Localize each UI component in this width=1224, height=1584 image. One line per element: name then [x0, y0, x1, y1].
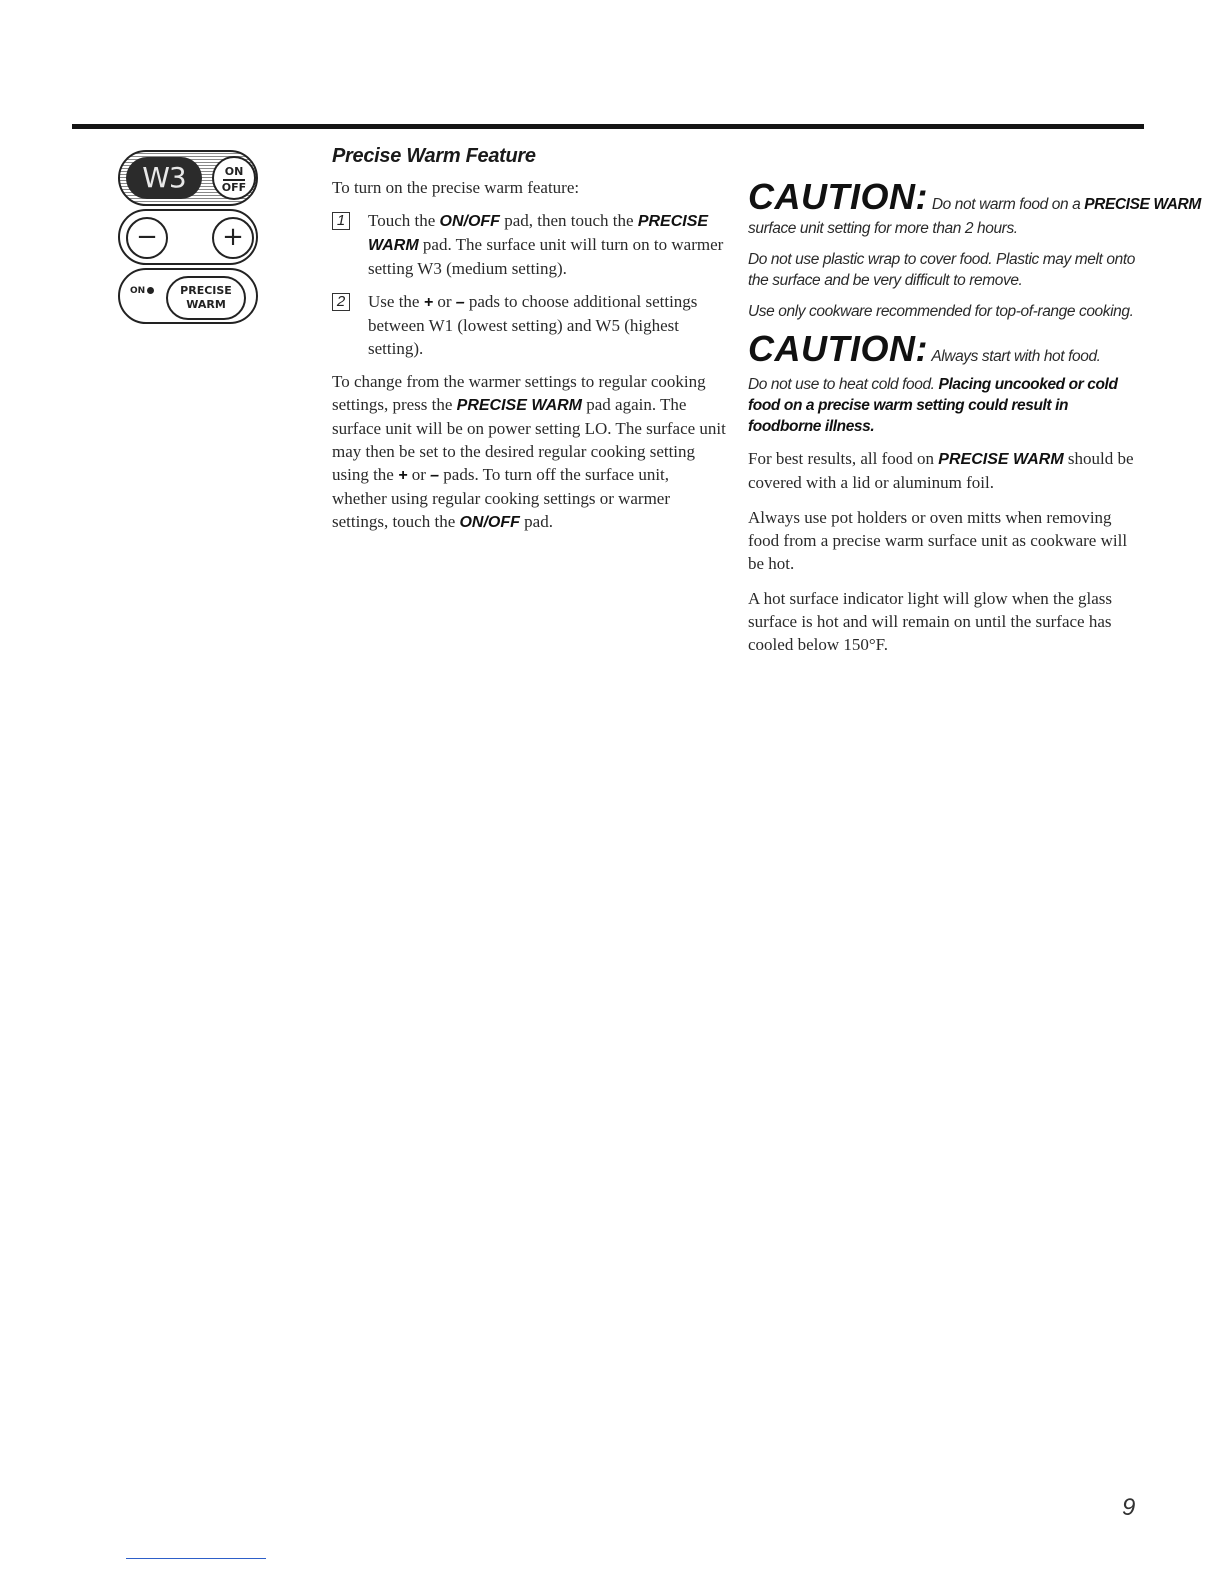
caution-2-word: CAUTION:	[748, 328, 928, 369]
control-panel-illustration	[118, 150, 260, 328]
caution-1-note-plastic: Do not use plastic wrap to cover food. Plastic may melt onto the surface and be very difficult to remove.	[748, 251, 1135, 289]
caution-1-rest: surface unit setting for more than 2 hours.	[748, 220, 1018, 237]
caution-1	[748, 176, 1201, 322]
page-number: 9	[1122, 1494, 1136, 1521]
top-rule	[72, 124, 1144, 129]
caution-1-note-cookware: Use only cookware recommended for top-of-range cooking.	[748, 303, 1134, 320]
hot-surface-indicator-text: A hot surface indicator light will glow when the glass surface is hot and will remain on until the surface has cooled below 150°F.	[748, 589, 1113, 654]
change-settings-text	[332, 370, 727, 534]
precise-warm-pad	[166, 276, 246, 320]
change-keyword-precise: PRECISE WARM	[456, 397, 582, 414]
step-number-2: 2	[332, 293, 350, 311]
change-text-b: pad again. The surface unit will be on power setting LO. The surface unit may then be set to the desired regular cooking setting using the	[332, 395, 726, 484]
change-text-a: To change from the warmer settings to regular cooking settings, press the	[332, 372, 706, 414]
indicator-dot-icon	[147, 287, 154, 294]
minus-pad: −	[126, 217, 168, 259]
change-text-e: pad.	[519, 512, 553, 531]
best-text-a: For best results, all food on	[748, 449, 939, 468]
pot-holders-text: Always use pot holders or oven mitts when removing food from a precise warm surface unit as cookware will be hot.	[748, 508, 1128, 573]
on-off-top-label: ON	[224, 165, 244, 178]
caution-2-note-plain: Do not use to heat cold food.	[748, 376, 939, 393]
intro-text: To turn on the precise warm feature:	[332, 178, 580, 197]
change-keyword-plus: +	[398, 467, 408, 484]
change-keyword-minus: –	[430, 467, 440, 484]
step-2-keyword-plus: +	[423, 294, 434, 311]
step-1-text-c: pad. The surface unit will turn on to warmer setting W3 (medium setting).	[368, 235, 724, 278]
caution-column	[748, 176, 1201, 668]
caution-1-word: CAUTION:	[748, 176, 928, 217]
instructions-column	[332, 145, 727, 544]
on-off-pad	[212, 156, 256, 200]
plus-minus-row	[118, 209, 258, 265]
step-1-text-b: pad, then touch the	[499, 211, 638, 230]
caution-2	[748, 328, 1143, 437]
on-indicator	[130, 286, 154, 296]
step-1-keyword-onoff: ON/OFF	[439, 213, 500, 230]
caution-2-inline: Always start with hot food.	[927, 348, 1101, 365]
step-1	[332, 209, 727, 280]
on-indicator-label: ON	[130, 286, 146, 296]
plus-pad: +	[212, 217, 254, 259]
precise-label: PRECISE	[180, 284, 232, 297]
warm-label: WARM	[186, 298, 226, 311]
display-row	[118, 150, 258, 206]
caution-1-inline: Do not warm food on a	[927, 196, 1085, 213]
best-keyword-precise: PRECISE WARM	[938, 451, 1064, 468]
step-2-text-c: pads to choose additional settings between W1 (lowest setting) and W5 (highest setting).	[368, 292, 698, 358]
change-keyword-onoff: ON/OFF	[459, 514, 520, 531]
caution-2-title-line	[748, 328, 1143, 374]
precise-warm-row	[118, 268, 258, 324]
step-2-keyword-minus: –	[455, 294, 465, 311]
step-1-text-a: Touch the	[368, 211, 440, 230]
setting-display: W3	[126, 157, 202, 199]
caution-2-note	[748, 374, 1143, 437]
section-heading: Precise Warm Feature	[332, 145, 536, 167]
step-2-text-a: Use the	[368, 292, 424, 311]
caution-1-title-line	[748, 176, 1201, 222]
best-results-text	[748, 447, 1143, 494]
change-text-d: pads. To turn off the surface unit, whether using regular cooking settings or warmer settings, touch the	[332, 465, 671, 531]
change-text-c: or	[407, 465, 431, 484]
step-2	[332, 290, 727, 360]
caution-2-note-bold: Placing uncooked or cold food on a precise warm setting could result in foodborne illness.	[748, 376, 1118, 435]
step-1-keyword-precise: PRECISE WARM	[368, 213, 709, 254]
caution-1-keyword: PRECISE WARM	[1084, 196, 1201, 213]
on-off-bottom-label: OFF	[221, 181, 247, 194]
step-number-1: 1	[332, 212, 350, 230]
footer-line	[126, 1558, 266, 1559]
step-2-text-b: or	[433, 292, 456, 311]
best-text-b: should be covered with a lid or aluminum foil.	[748, 449, 1134, 492]
